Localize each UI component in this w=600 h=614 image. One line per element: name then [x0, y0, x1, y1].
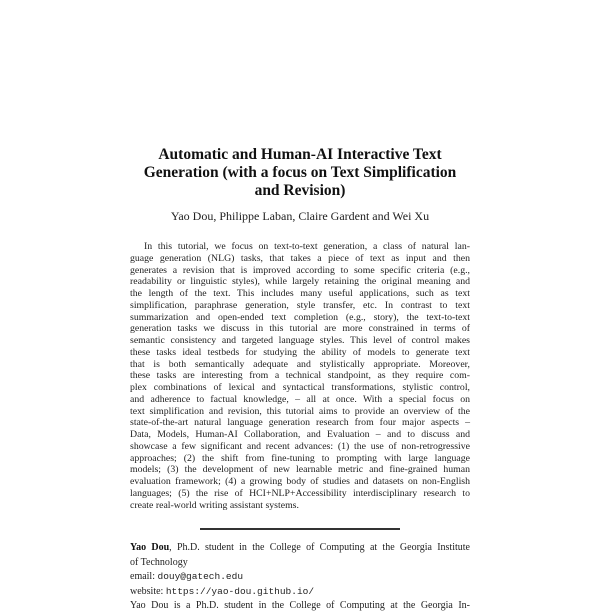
abstract-line: the length of the text. This includes many useful applications, such as text	[130, 288, 470, 299]
website-link[interactable]: https://yao-dou.github.io/	[165, 585, 315, 597]
title-line: Generation (with a focus on Text Simplification	[143, 164, 457, 181]
website-label: website:	[130, 585, 166, 597]
abstract-line: showcase a few significant and recent advances: (1) the use of non-retrogressive	[130, 440, 470, 452]
abstract-line: simplification, paraphrase generation, style transfer, etc. In contrast to text	[130, 299, 470, 311]
abstract-line: plex combinations of lexical and syntactical transformations, stylistic control,	[130, 382, 470, 393]
bio-text: of Technology	[130, 556, 188, 568]
abstract-line: models; (3) the development of new learnable metric and fine-grained human	[130, 464, 470, 476]
footnote-rule	[200, 528, 400, 530]
author-bio	[130, 541, 470, 614]
abstract-line: text simplification and revision, this tutorial aims to provide an overview of the	[130, 405, 470, 417]
abstract-line: In this tutorial, we focus on text-to-text generation, a class of natural lan-	[144, 241, 470, 252]
abstract-line: generates a revision that is improved according to some specific criteria (e.g.,	[130, 264, 470, 276]
abstract-line: evaluation framework; (4) a growing body of studies and datasets on non-English	[130, 476, 470, 487]
abstract-line: these tasks ideal testbeds for studying the ability of models to generate text	[130, 346, 470, 358]
abstract-line: create real-world writing assistant systems.	[130, 499, 299, 511]
bio-name: Yao Dou	[130, 542, 170, 553]
authors: Yao Dou, Philippe Laban, Claire Gardent and Wei Xu	[170, 209, 430, 223]
abstract-line: generation tasks we discuss in this tutorial are more constrained in terms of	[130, 323, 470, 335]
abstract-line: Data, Models, Human-AI Collaboration, and Evaluation – and to discuss and	[130, 429, 470, 440]
email-label: email:	[130, 571, 158, 582]
bio-text: , Ph.D. student in the College of Computing at the Georgia Institute	[169, 542, 470, 553]
abstract-line: that is both semantically adequate and stylistically appropriate. Moreover,	[130, 358, 470, 370]
paper-title	[90, 146, 510, 200]
title-line: and Revision)	[254, 182, 346, 199]
email-link[interactable]: douy@gatech.edu	[157, 571, 244, 582]
abstract-line: guage generation (NLG) tasks, that takes a piece of text as input and then	[130, 252, 470, 264]
abstract	[130, 241, 470, 511]
abstract-line: semantic consistency and targeted language styles. This level of control makes	[130, 335, 470, 346]
abstract-line: approaches; (2) the shift from fine-tuning to prompting with large language	[130, 452, 470, 464]
abstract-line: and adherence to factual knowledge, – all at once. With a special focus on	[130, 393, 470, 405]
abstract-line: summarization and open-ended text completion (e.g., story), the text-to-text	[130, 311, 470, 323]
title-line: Automatic and Human-AI Interactive Text	[158, 146, 442, 163]
abstract-line: readability or linguistic styles), while largely retaining the original meaning and	[130, 276, 470, 288]
bio-text: Yao Dou is a Ph.D. student in the College of Computing at the Georgia In-	[130, 600, 470, 611]
abstract-line: these tasks are interesting from a technical standpoint, as they require com-	[130, 370, 470, 382]
abstract-line: state-of-the-art natural language generation research from four major aspects –	[130, 417, 470, 429]
abstract-line: languages; (5) the rise of HCI+NLP+Accessibility interdisciplinary research to	[130, 487, 470, 499]
